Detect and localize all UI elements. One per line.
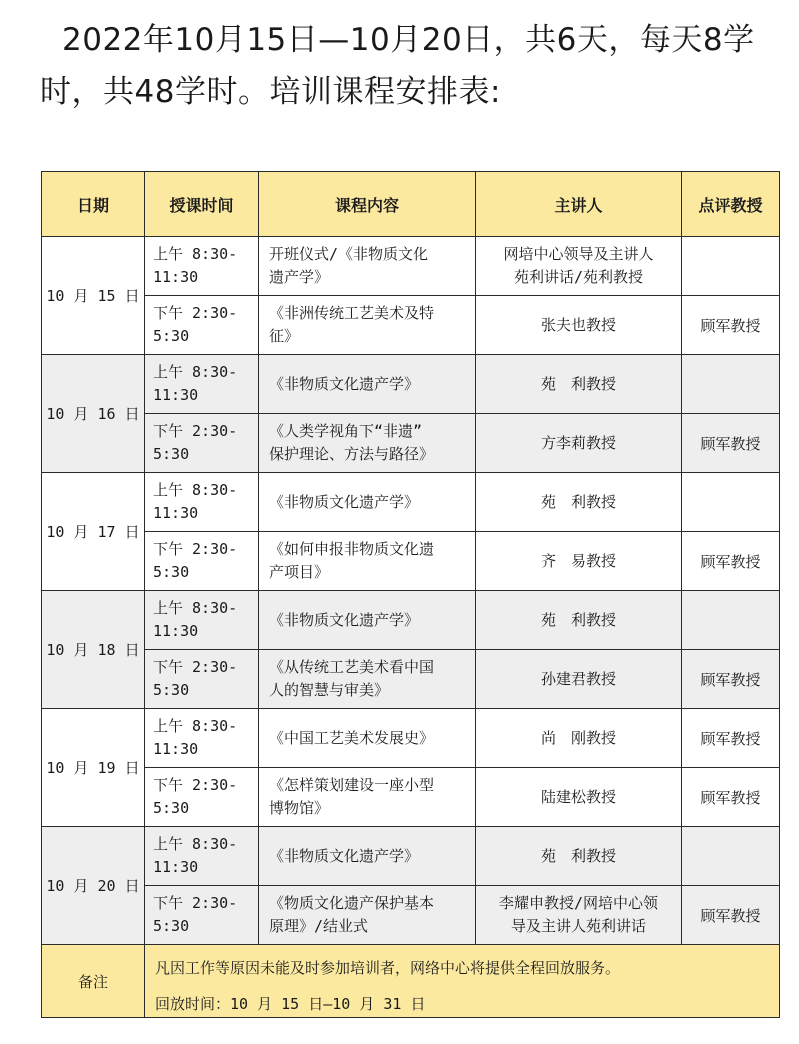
note-line-1: 凡因工作等原因未能及时参加培训者，网络中心将提供全程回放服务。 bbox=[155, 959, 621, 977]
commentator-cell: 顾军教授 bbox=[700, 434, 761, 453]
table-row bbox=[42, 355, 780, 414]
lecturer-cell: 孙建君教授 bbox=[540, 669, 616, 688]
intro-line-1: 2022年10月15日—10月20日，共6天，每天8学 bbox=[62, 22, 755, 58]
table-row bbox=[42, 709, 780, 768]
date-cell: 10 月 16 日 bbox=[42, 355, 145, 473]
time-cell: 下午 2:30- 5:30 bbox=[153, 894, 238, 935]
table-row bbox=[42, 414, 780, 473]
course-cell: 《非物质文化遗产学》 bbox=[269, 374, 420, 393]
course-cell: 《物质文化遗产保护基本 原理》/结业式 bbox=[269, 894, 435, 935]
commentator-cell: 顾军教授 bbox=[700, 316, 761, 335]
table-row bbox=[42, 650, 780, 709]
date-cell: 10 月 15 日 bbox=[42, 237, 145, 355]
lecturer-cell: 陆建松教授 bbox=[540, 787, 616, 806]
table-row bbox=[42, 473, 780, 532]
header-date: 日期 bbox=[42, 172, 145, 237]
table-row bbox=[42, 827, 780, 886]
time-cell: 上午 8:30- 11:30 bbox=[153, 717, 238, 758]
time-cell: 上午 8:30- 11:30 bbox=[153, 599, 238, 640]
table-row bbox=[42, 532, 780, 591]
course-cell: 《非物质文化遗产学》 bbox=[269, 610, 420, 629]
date-cell: 10 月 19 日 bbox=[42, 709, 145, 827]
time-cell: 下午 2:30- 5:30 bbox=[153, 304, 238, 345]
note-content bbox=[145, 945, 780, 1018]
table-row bbox=[42, 591, 780, 650]
schedule-table bbox=[41, 171, 780, 1018]
lecturer-cell: 苑 利教授 bbox=[540, 610, 616, 629]
lecturer-cell: 苑 利教授 bbox=[540, 374, 616, 393]
intro-paragraph bbox=[40, 14, 785, 118]
date-cell: 10 月 17 日 bbox=[42, 473, 145, 591]
table-row bbox=[42, 768, 780, 827]
lecturer-cell: 尚 刚教授 bbox=[540, 728, 616, 747]
commentator-cell: 顾军教授 bbox=[700, 552, 761, 571]
header-lecturer: 主讲人 bbox=[476, 172, 682, 237]
time-cell: 下午 2:30- 5:30 bbox=[153, 422, 238, 463]
lecturer-cell: 张夫也教授 bbox=[540, 315, 616, 334]
commentator-cell: 顾军教授 bbox=[700, 670, 761, 689]
note-row bbox=[42, 945, 780, 1018]
course-cell: 《非物质文化遗产学》 bbox=[269, 492, 420, 511]
course-cell: 《如何申报非物质文化遗 产项目》 bbox=[269, 540, 435, 581]
lecturer-cell: 苑 利教授 bbox=[540, 846, 616, 865]
table-row bbox=[42, 237, 780, 296]
time-cell: 上午 8:30- 11:30 bbox=[153, 835, 238, 876]
course-cell: 《从传统工艺美术看中国 人的智慧与审美》 bbox=[269, 658, 435, 699]
commentator-cell: 顾军教授 bbox=[700, 788, 761, 807]
course-cell: 《中国工艺美术发展史》 bbox=[269, 728, 435, 747]
course-cell: 《怎样策划建设一座小型 博物馆》 bbox=[269, 776, 435, 817]
intro-line-2: 时，共48学时。培训课程安排表: bbox=[40, 74, 501, 110]
header-course: 课程内容 bbox=[259, 172, 476, 237]
course-cell: 开班仪式/《非物质文化 遗产学》 bbox=[269, 245, 429, 286]
note-line-2: 回放时间：10 月 15 日—10 月 31 日 bbox=[155, 995, 426, 1013]
time-cell: 上午 8:30- 11:30 bbox=[153, 363, 238, 404]
course-cell: 《人类学视角下“非遗” 保护理论、方法与路径》 bbox=[269, 422, 435, 463]
lecturer-cell: 李耀申教授/网培中心领 导及主讲人苑利讲话 bbox=[498, 894, 659, 935]
time-cell: 下午 2:30- 5:30 bbox=[153, 776, 238, 817]
header-time: 授课时间 bbox=[145, 172, 259, 237]
lecturer-cell: 苑 利教授 bbox=[540, 492, 616, 511]
header-commentator: 点评教授 bbox=[682, 172, 780, 237]
course-cell: 《非物质文化遗产学》 bbox=[269, 846, 420, 865]
lecturer-cell: 方李莉教授 bbox=[540, 433, 616, 452]
lecturer-cell: 网培中心领导及主讲人 苑利讲话/苑利教授 bbox=[503, 245, 654, 286]
date-cell: 10 月 20 日 bbox=[42, 827, 145, 945]
time-cell: 下午 2:30- 5:30 bbox=[153, 540, 238, 581]
date-cell: 10 月 18 日 bbox=[42, 591, 145, 709]
commentator-cell: 顾军教授 bbox=[700, 906, 761, 925]
time-cell: 上午 8:30- 11:30 bbox=[153, 481, 238, 522]
table-row bbox=[42, 296, 780, 355]
table-row bbox=[42, 886, 780, 945]
course-cell: 《非洲传统工艺美术及特 征》 bbox=[269, 304, 435, 345]
note-label: 备注 bbox=[42, 945, 145, 1018]
time-cell: 下午 2:30- 5:30 bbox=[153, 658, 238, 699]
time-cell: 上午 8:30- 11:30 bbox=[153, 245, 238, 286]
commentator-cell: 顾军教授 bbox=[700, 729, 761, 748]
lecturer-cell: 齐 易教授 bbox=[540, 551, 616, 570]
header-row bbox=[42, 172, 780, 237]
